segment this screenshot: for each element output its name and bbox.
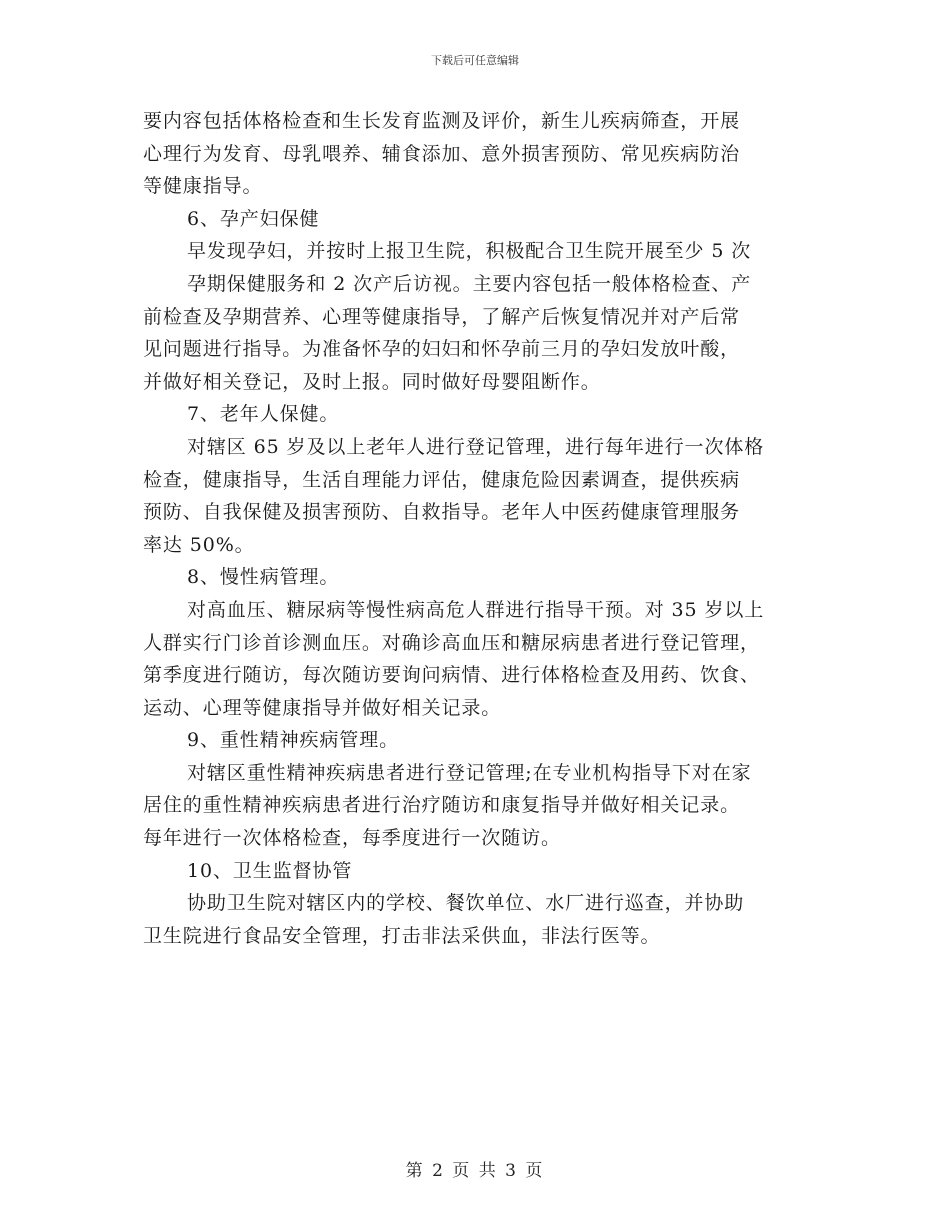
- text-line: 孕期保健服务和 2 次产后访视。主要内容包括一般体格检查、产: [187, 272, 752, 295]
- section-heading: 7、老年人保健。: [187, 403, 340, 426]
- text-line: 率达 50%。: [143, 533, 255, 556]
- text-line: 第季度进行随访，每次随访要询问病情、进行体格检查及用药、饮食、: [143, 664, 760, 687]
- text-line: 检查，健康指导，生活自理能力评估，健康危险因素调查，提供疾病: [143, 468, 741, 491]
- text-line: 预防、自我保健及损害预防、自救指导。老年人中医药健康管理服务: [143, 501, 741, 524]
- text-line: 前检查及孕期营养、心理等健康指导，了解产后恢复情况并对产后常: [143, 305, 741, 328]
- text-line: 对辖区重性精神疾病患者进行登记管理;在专业机构指导下对在家: [187, 761, 752, 784]
- page-header: 下载后可任意编辑: [431, 54, 519, 67]
- text-line: 对高血压、糖尿病等慢性病高危人群进行指导干预。对 35 岁以上: [187, 598, 765, 621]
- text-line: 对辖区 65 岁及以上老年人进行登记管理，进行每年进行一次体格: [187, 435, 765, 458]
- text-line: 并做好相关登记，及时上报。同时做好母婴阻断作。: [143, 370, 601, 393]
- text-line: 等健康指导。: [143, 175, 263, 198]
- text-line: 心理行为发育、母乳喂养、辅食添加、意外损害预防、常见疾病防治: [143, 142, 741, 165]
- text-line: 卫生院进行食品安全管理，打击非法采供血，非法行医等。: [143, 924, 661, 947]
- text-line: 要内容包括体格检查和生长发育监测及评价，新生儿疾病筛查，开展: [143, 110, 741, 132]
- section-heading: 10、卫生监督协管: [187, 859, 353, 882]
- section-heading: 6、孕产妇保健: [187, 207, 320, 230]
- text-line: 见问题进行指导。为准备怀孕的妇妇和怀孕前三月的孕妇发放叶酸，: [143, 338, 741, 361]
- text-line: 每年进行一次体格检查，每季度进行一次随访。: [143, 827, 561, 850]
- section-heading: 8、慢性病管理。: [187, 566, 340, 589]
- page-number-footer: 第 2 页 共 3 页: [405, 1161, 545, 1181]
- text-line: 人群实行门诊首诊测血压。对确诊高血压和糖尿病患者进行登记管理，: [143, 631, 760, 654]
- document-body: [143, 105, 808, 952]
- text-line: 协助卫生院对辖区内的学校、餐饮单位、水厂进行巡查，并协助: [187, 892, 745, 915]
- text-line: 早发现孕妇，并按时上报卫生院，积极配合卫生院开展至少 5 次: [187, 240, 752, 263]
- section-heading: 9、重性精神疾病管理。: [187, 729, 399, 752]
- text-line: 运动、心理等健康指导并做好相关记录。: [143, 696, 502, 719]
- text-line: 居住的重性精神疾病患者进行治疗随访和康复指导并做好相关记录。: [143, 794, 741, 817]
